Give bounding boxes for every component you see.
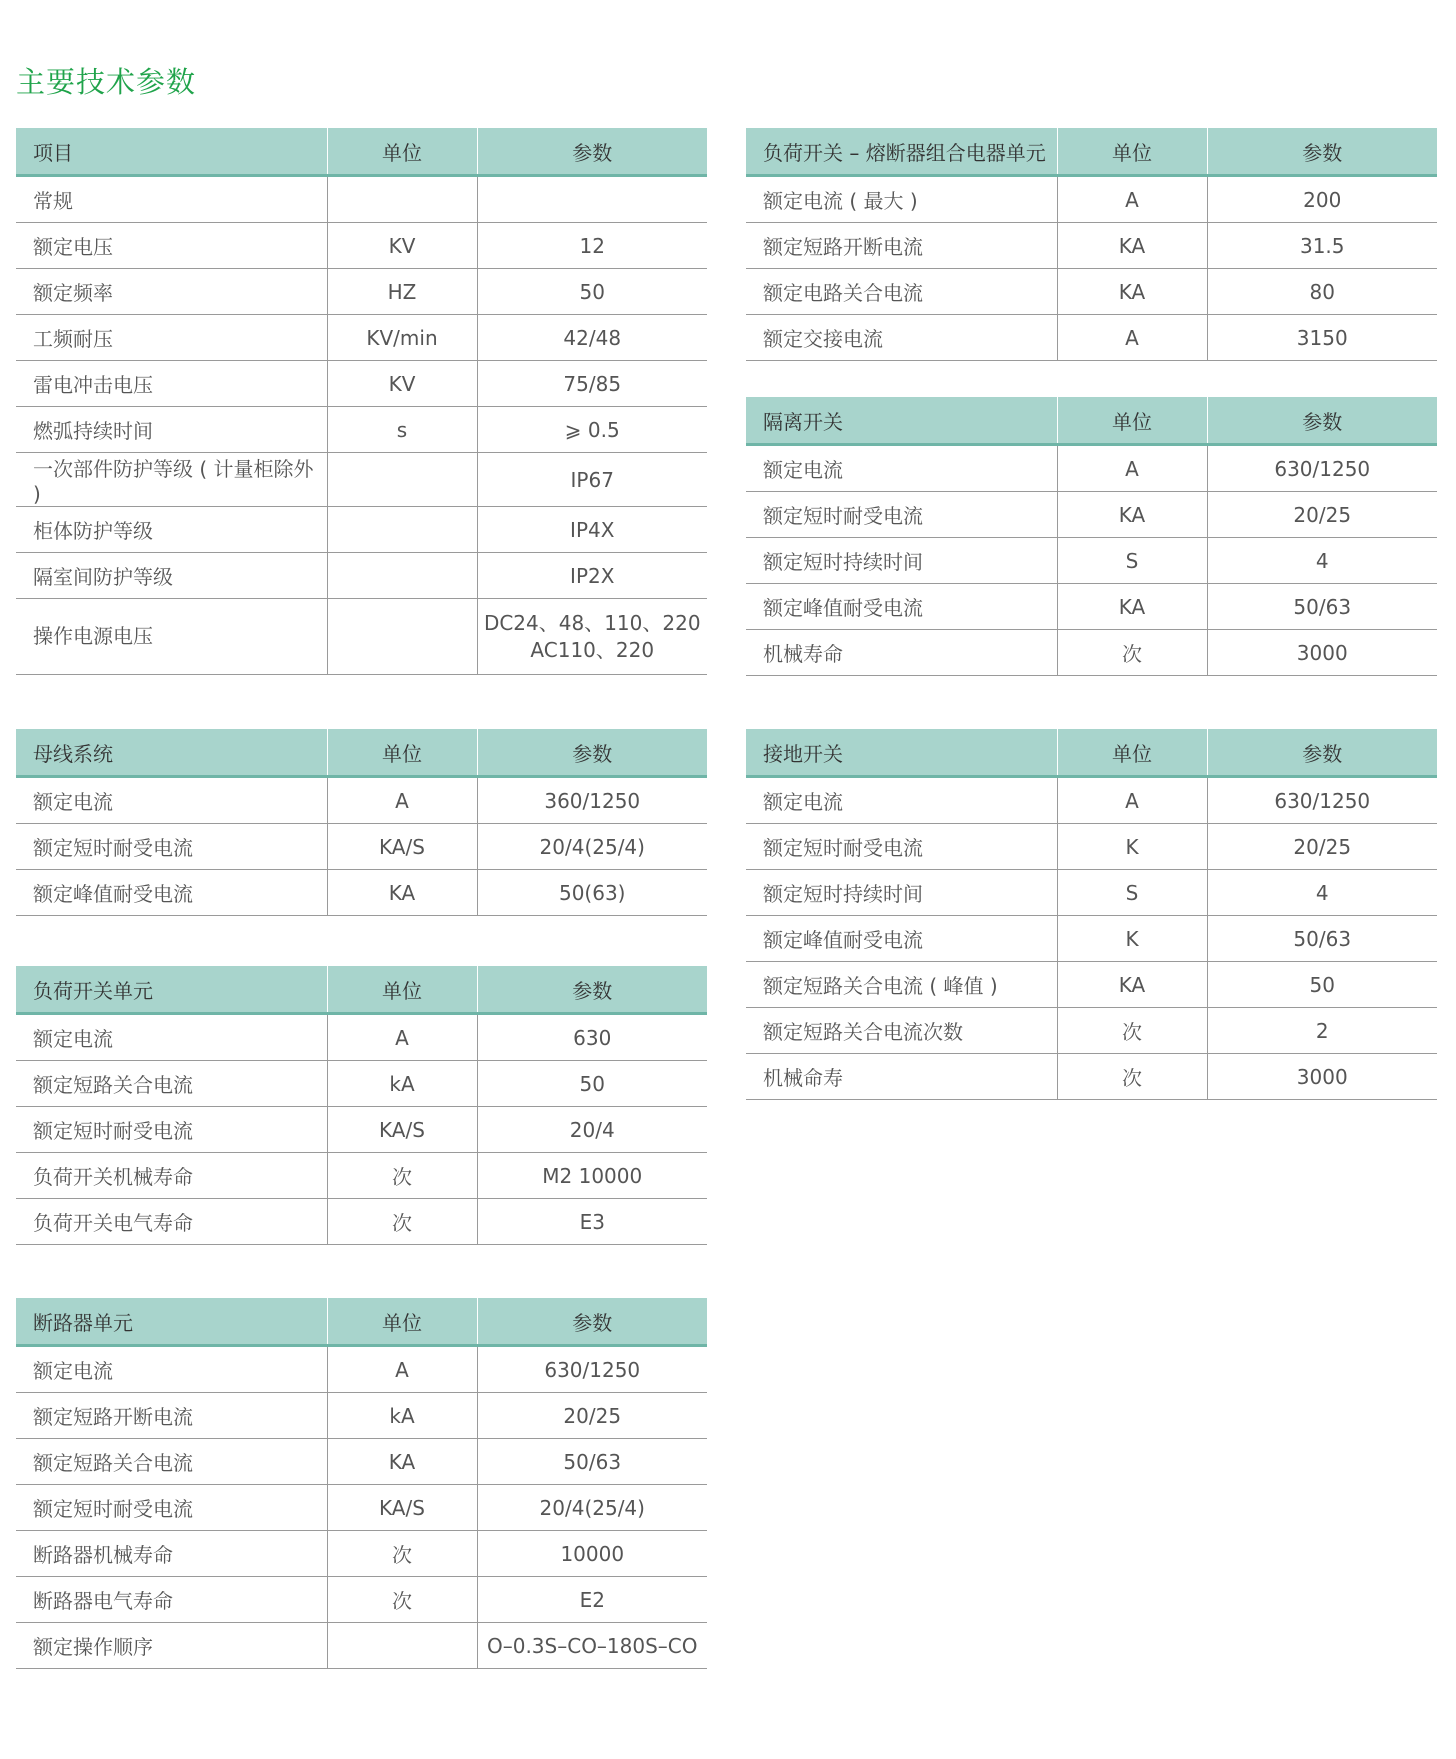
table-row xyxy=(16,777,707,824)
row-value: O–0.3S–CO–180S–CO xyxy=(477,1623,707,1669)
row-item-label: 一次部件防护等级 ( 计量柜除外 ) xyxy=(16,453,327,507)
table-row xyxy=(16,1107,707,1153)
table-row xyxy=(746,445,1437,492)
row-item-label: 额定短时耐受电流 xyxy=(16,1485,327,1531)
row-item-label: 工频耐压 xyxy=(16,315,327,361)
table-row xyxy=(746,962,1437,1008)
load-switch-unit-table xyxy=(16,966,707,1245)
row-value: 2 xyxy=(1207,1008,1437,1054)
table-header-row xyxy=(16,729,707,777)
row-value: 3000 xyxy=(1207,1054,1437,1100)
row-item-label: 额定电路关合电流 xyxy=(746,269,1057,315)
header-unit: 单位 xyxy=(327,966,477,1014)
table-row xyxy=(746,584,1437,630)
table-row xyxy=(746,176,1437,223)
table-row xyxy=(16,1485,707,1531)
row-value: ⩾ 0.5 xyxy=(477,407,707,453)
row-value: 50 xyxy=(1207,962,1437,1008)
table-row xyxy=(16,1531,707,1577)
row-unit: 次 xyxy=(1057,630,1207,676)
row-value: 630 xyxy=(477,1014,707,1061)
header-item: 负荷开关单元 xyxy=(16,966,327,1014)
row-item-label: 机械命寿 xyxy=(746,1054,1057,1100)
row-item-label: 负荷开关电气寿命 xyxy=(16,1199,327,1245)
table-row xyxy=(16,553,707,599)
row-unit: 次 xyxy=(327,1153,477,1199)
row-value: 20/4(25/4) xyxy=(477,1485,707,1531)
row-item-label: 隔室间防护等级 xyxy=(16,553,327,599)
row-value: 20/25 xyxy=(477,1393,707,1439)
header-unit: 单位 xyxy=(327,128,477,176)
table-row xyxy=(16,1623,707,1669)
header-value: 参数 xyxy=(477,966,707,1014)
row-value: 50 xyxy=(477,1061,707,1107)
header-value: 参数 xyxy=(1207,729,1437,777)
row-value: 75/85 xyxy=(477,361,707,407)
busbar-system-table xyxy=(16,729,707,916)
table-row xyxy=(16,1199,707,1245)
header-item: 项目 xyxy=(16,128,327,176)
row-value: 50/63 xyxy=(477,1439,707,1485)
header-value: 参数 xyxy=(477,128,707,176)
isolating-switch-table xyxy=(746,397,1437,676)
row-unit xyxy=(327,176,477,223)
row-value: IP2X xyxy=(477,553,707,599)
row-item-label: 燃弧持续时间 xyxy=(16,407,327,453)
row-value: E3 xyxy=(477,1199,707,1245)
table-row xyxy=(746,269,1437,315)
row-value: 80 xyxy=(1207,269,1437,315)
table-row xyxy=(746,824,1437,870)
header-item: 母线系统 xyxy=(16,729,327,777)
row-unit: s xyxy=(327,407,477,453)
table-row xyxy=(746,315,1437,361)
table-row xyxy=(16,599,707,675)
row-item-label: 额定短路关合电流 xyxy=(16,1439,327,1485)
header-item: 负荷开关 – 熔断器组合电器单元 xyxy=(746,128,1057,176)
table-row xyxy=(746,916,1437,962)
row-unit: S xyxy=(1057,870,1207,916)
row-value: 12 xyxy=(477,223,707,269)
row-value: 50 xyxy=(477,269,707,315)
row-unit: A xyxy=(1057,176,1207,223)
row-item-label: 额定短路关合电流 xyxy=(16,1061,327,1107)
header-unit: 单位 xyxy=(327,729,477,777)
table-row xyxy=(746,1008,1437,1054)
table-row xyxy=(746,870,1437,916)
row-item-label: 额定电流 xyxy=(16,1014,327,1061)
row-item-label: 额定电流 xyxy=(16,777,327,824)
row-value: 3000 xyxy=(1207,630,1437,676)
row-value: 3150 xyxy=(1207,315,1437,361)
header-unit: 单位 xyxy=(1057,128,1207,176)
row-unit: KA xyxy=(1057,962,1207,1008)
row-value: IP4X xyxy=(477,507,707,553)
row-item-label: 断路器电气寿命 xyxy=(16,1577,327,1623)
row-value xyxy=(477,176,707,223)
row-unit: 次 xyxy=(1057,1054,1207,1100)
row-unit: KA xyxy=(327,870,477,916)
table-header-row xyxy=(16,966,707,1014)
general-params-table xyxy=(16,128,707,675)
row-value: 4 xyxy=(1207,870,1437,916)
row-unit: 次 xyxy=(1057,1008,1207,1054)
table-row xyxy=(16,1014,707,1061)
table-row xyxy=(746,538,1437,584)
table-row xyxy=(16,870,707,916)
table-row xyxy=(746,492,1437,538)
row-value: 20/4 xyxy=(477,1107,707,1153)
row-item-label: 额定短时耐受电流 xyxy=(16,1107,327,1153)
row-item-label: 额定短时持续时间 xyxy=(746,538,1057,584)
table-header-row xyxy=(746,397,1437,445)
row-item-label: 额定峰值耐受电流 xyxy=(16,870,327,916)
row-item-label: 额定短路关合电流 ( 峰值 ) xyxy=(746,962,1057,1008)
row-unit: kA xyxy=(327,1393,477,1439)
table-row xyxy=(16,1577,707,1623)
table-row xyxy=(16,269,707,315)
row-unit: HZ xyxy=(327,269,477,315)
table-header-row xyxy=(16,128,707,176)
row-item-label: 断路器机械寿命 xyxy=(16,1531,327,1577)
row-unit: KA xyxy=(1057,269,1207,315)
row-item-label: 额定电压 xyxy=(16,223,327,269)
row-item-label: 额定短路开断电流 xyxy=(16,1393,327,1439)
row-unit: K xyxy=(1057,824,1207,870)
header-value: 参数 xyxy=(477,729,707,777)
table-row xyxy=(16,407,707,453)
table-row xyxy=(16,1346,707,1393)
row-unit: KA/S xyxy=(327,1107,477,1153)
table-row xyxy=(746,777,1437,824)
row-value: 630/1250 xyxy=(1207,445,1437,492)
table-row xyxy=(16,1439,707,1485)
earthing-switch-table xyxy=(746,729,1437,1100)
row-value: 630/1250 xyxy=(477,1346,707,1393)
row-value-line: DC24、48、110、220 xyxy=(483,610,701,635)
row-item-label: 额定短时耐受电流 xyxy=(16,824,327,870)
row-unit xyxy=(327,453,477,507)
row-value: 4 xyxy=(1207,538,1437,584)
row-value: 31.5 xyxy=(1207,223,1437,269)
header-item: 断路器单元 xyxy=(16,1298,327,1346)
row-unit: A xyxy=(1057,445,1207,492)
row-unit: K xyxy=(1057,916,1207,962)
row-unit: 次 xyxy=(327,1531,477,1577)
row-value: 50(63) xyxy=(477,870,707,916)
row-unit: 次 xyxy=(327,1577,477,1623)
row-item-label: 额定短时持续时间 xyxy=(746,870,1057,916)
row-item-label: 常规 xyxy=(16,176,327,223)
row-item-label: 机械寿命 xyxy=(746,630,1057,676)
row-unit: KA xyxy=(1057,492,1207,538)
row-value: 20/4(25/4) xyxy=(477,824,707,870)
row-unit: KA/S xyxy=(327,824,477,870)
table-header-row xyxy=(746,729,1437,777)
table-row xyxy=(16,507,707,553)
table-row xyxy=(16,824,707,870)
row-value: IP67 xyxy=(477,453,707,507)
row-value: 20/25 xyxy=(1207,824,1437,870)
page-title: 主要技术参数 xyxy=(16,65,197,99)
row-value: 10000 xyxy=(477,1531,707,1577)
row-unit xyxy=(327,1623,477,1669)
row-unit: KV/min xyxy=(327,315,477,361)
row-item-label: 额定峰值耐受电流 xyxy=(746,584,1057,630)
row-item-label: 额定短时耐受电流 xyxy=(746,492,1057,538)
row-item-label: 额定频率 xyxy=(16,269,327,315)
row-item-label: 额定电流 xyxy=(746,445,1057,492)
header-value: 参数 xyxy=(477,1298,707,1346)
row-value-line: AC110、220 xyxy=(530,637,655,662)
row-unit xyxy=(327,599,477,675)
row-unit: kA xyxy=(327,1061,477,1107)
table-row xyxy=(16,176,707,223)
row-value: 20/25 xyxy=(1207,492,1437,538)
table-row xyxy=(16,361,707,407)
row-item-label: 雷电冲击电压 xyxy=(16,361,327,407)
table-row xyxy=(16,453,707,507)
row-item-label: 额定短时耐受电流 xyxy=(746,824,1057,870)
table-row xyxy=(16,315,707,361)
table-row xyxy=(16,1061,707,1107)
header-value: 参数 xyxy=(1207,397,1437,445)
row-unit xyxy=(327,507,477,553)
row-value: 360/1250 xyxy=(477,777,707,824)
table-row xyxy=(16,1393,707,1439)
circuit-breaker-unit-table xyxy=(16,1298,707,1669)
row-item-label: 额定电流 ( 最大 ) xyxy=(746,176,1057,223)
row-item-label: 负荷开关机械寿命 xyxy=(16,1153,327,1199)
row-unit: S xyxy=(1057,538,1207,584)
row-item-label: 额定短路关合电流次数 xyxy=(746,1008,1057,1054)
row-value: 50/63 xyxy=(1207,584,1437,630)
row-item-label: 额定电流 xyxy=(746,777,1057,824)
table-row xyxy=(746,1054,1437,1100)
row-unit: A xyxy=(327,1014,477,1061)
header-unit: 单位 xyxy=(1057,729,1207,777)
row-value: 200 xyxy=(1207,176,1437,223)
row-value: 42/48 xyxy=(477,315,707,361)
row-unit xyxy=(327,553,477,599)
header-item: 接地开关 xyxy=(746,729,1057,777)
header-unit: 单位 xyxy=(327,1298,477,1346)
row-unit: KV xyxy=(327,223,477,269)
table-header-row xyxy=(16,1298,707,1346)
row-unit: KA xyxy=(1057,584,1207,630)
row-unit: A xyxy=(327,777,477,824)
row-item-label: 额定操作顺序 xyxy=(16,1623,327,1669)
row-value: 50/63 xyxy=(1207,916,1437,962)
table-row xyxy=(16,223,707,269)
row-value: 630/1250 xyxy=(1207,777,1437,824)
table-header-row xyxy=(746,128,1437,176)
row-value: E2 xyxy=(477,1577,707,1623)
row-item-label: 额定峰值耐受电流 xyxy=(746,916,1057,962)
row-value: M2 10000 xyxy=(477,1153,707,1199)
row-unit: A xyxy=(1057,315,1207,361)
row-item-label: 柜体防护等级 xyxy=(16,507,327,553)
row-item-label: 额定交接电流 xyxy=(746,315,1057,361)
row-unit: KA/S xyxy=(327,1485,477,1531)
header-unit: 单位 xyxy=(1057,397,1207,445)
row-item-label: 操作电源电压 xyxy=(16,599,327,675)
row-item-label: 额定短路开断电流 xyxy=(746,223,1057,269)
row-unit: A xyxy=(1057,777,1207,824)
row-item-label: 额定电流 xyxy=(16,1346,327,1393)
row-unit: KA xyxy=(327,1439,477,1485)
row-unit: KV xyxy=(327,361,477,407)
row-unit: 次 xyxy=(327,1199,477,1245)
table-row xyxy=(746,630,1437,676)
row-unit: A xyxy=(327,1346,477,1393)
fuse-combination-unit-table xyxy=(746,128,1437,361)
table-row xyxy=(746,223,1437,269)
header-item: 隔离开关 xyxy=(746,397,1057,445)
row-value xyxy=(477,599,707,675)
header-value: 参数 xyxy=(1207,128,1437,176)
row-unit: KA xyxy=(1057,223,1207,269)
table-row xyxy=(16,1153,707,1199)
